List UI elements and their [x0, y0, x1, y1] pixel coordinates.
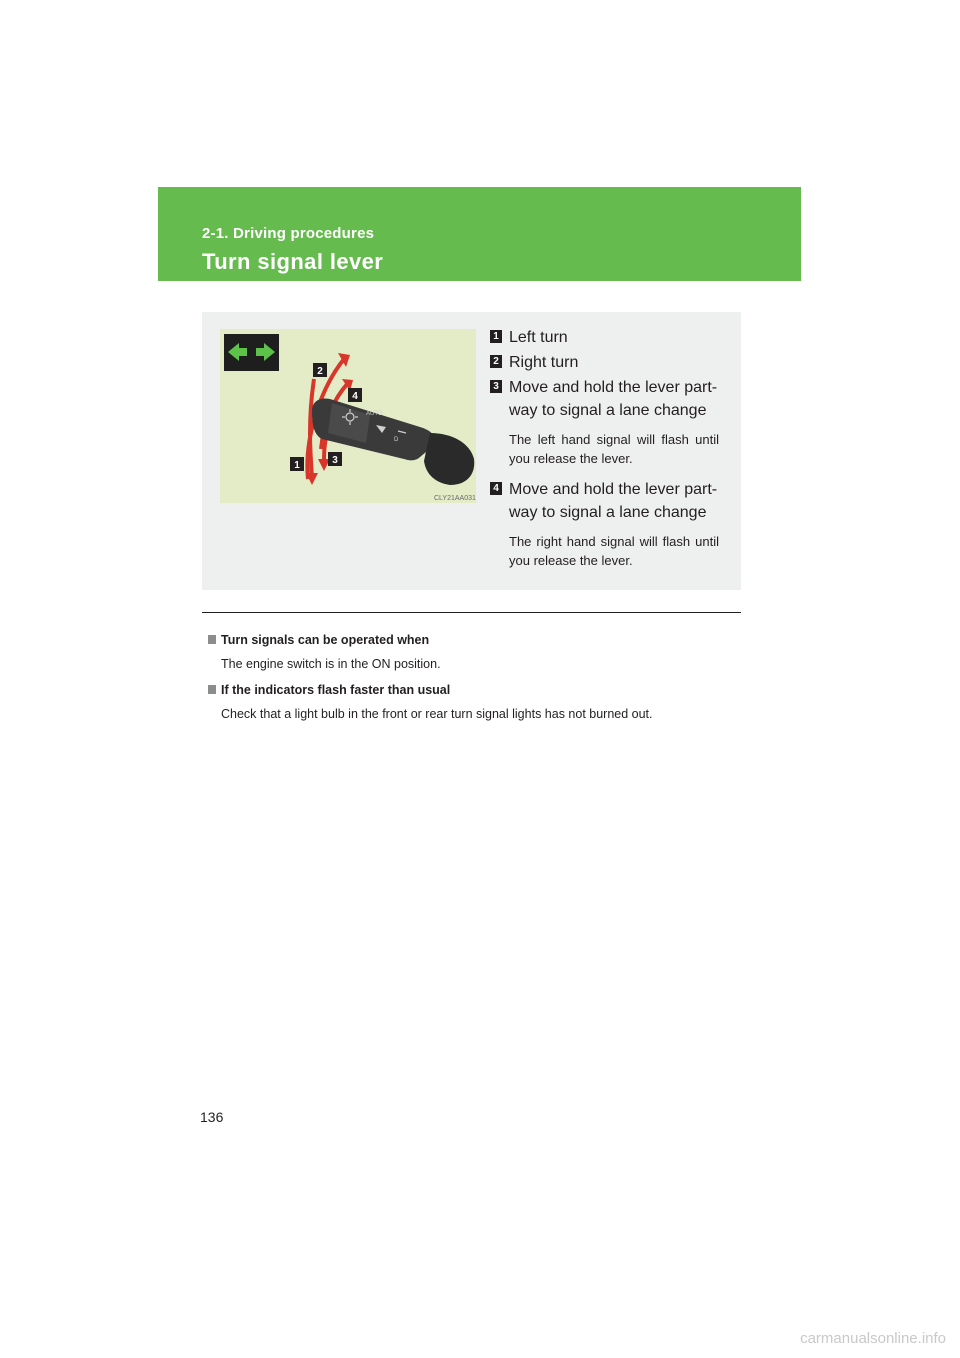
- turn-indicator-icon: [224, 334, 279, 371]
- note-body: Check that a light bulb in the front or rear turn signal lights has not burned out.: [221, 707, 653, 721]
- callout-1: [290, 457, 304, 471]
- callout-2: [313, 363, 327, 377]
- svg-text:4: 4: [352, 391, 358, 402]
- watermark: carmanualsonline.info: [800, 1330, 946, 1347]
- item-number: 4: [490, 482, 502, 495]
- figure-code: CLY21AA031: [434, 495, 476, 502]
- section-label: 2-1. Driving procedures: [202, 225, 375, 242]
- page-number: 136: [200, 1109, 224, 1125]
- item-number: 2: [490, 355, 502, 368]
- note-heading-text: Turn signals can be operated when: [221, 633, 430, 647]
- svg-text:3: 3: [332, 455, 338, 466]
- note-heading: [208, 631, 748, 649]
- lever-illustration: [220, 329, 476, 503]
- item-list: [490, 326, 719, 580]
- svg-text:D: D: [394, 437, 399, 443]
- note-heading: [208, 681, 748, 699]
- callout-4: [348, 388, 362, 402]
- turn-signal-lever: [312, 399, 474, 486]
- item-note: The left hand signal will flash until you release the lever.: [509, 432, 719, 466]
- item-number: 1: [490, 330, 502, 343]
- section-header: [158, 187, 801, 281]
- list-item: [490, 326, 719, 349]
- list-item: [490, 478, 719, 570]
- instruction-panel: [202, 312, 741, 590]
- item-title: Left turn: [509, 329, 568, 346]
- page-title: Turn signal lever: [202, 249, 384, 274]
- item-title: Right turn: [509, 354, 579, 371]
- note-heading-text: If the indicators flash faster than usual: [221, 683, 451, 697]
- bullet-square-icon: [208, 635, 216, 644]
- list-item: [490, 351, 719, 374]
- note-body: The engine switch is in the ON position.: [221, 657, 441, 671]
- svg-text:AUTO: AUTO: [366, 411, 383, 417]
- item-title: Move and hold the lever part-way to signal a lane change: [509, 379, 718, 419]
- list-item: [490, 376, 719, 468]
- item-title: Move and hold the lever part-way to signal a lane change: [509, 481, 718, 521]
- item-note: The right hand signal will flash until you release the lever.: [509, 534, 719, 568]
- svg-text:2: 2: [317, 366, 323, 377]
- callout-3: [328, 452, 342, 466]
- svg-text:1: 1: [294, 460, 300, 471]
- divider: [202, 612, 741, 613]
- bullet-square-icon: [208, 685, 216, 694]
- notes-section: [208, 631, 748, 731]
- item-number: 3: [490, 380, 502, 393]
